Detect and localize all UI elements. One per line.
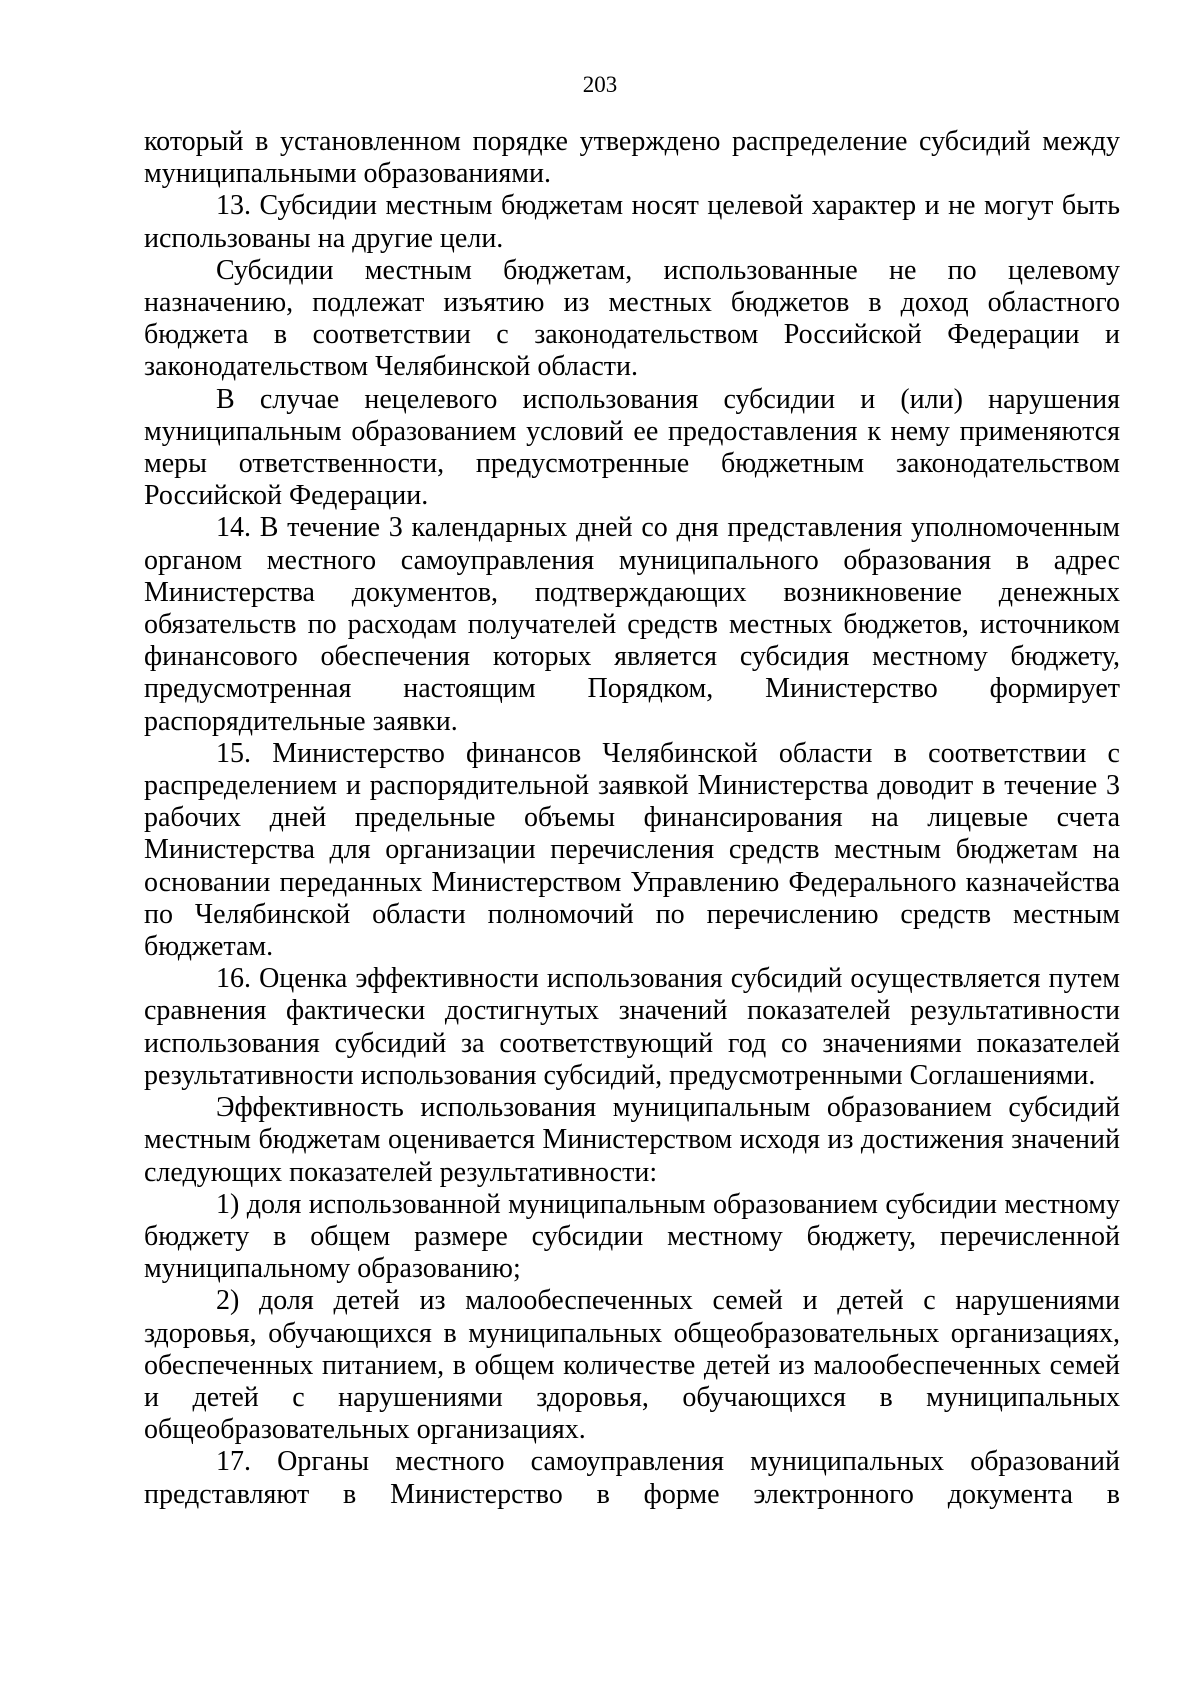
indicator-2: 2) доля детей из малообеспеченных семей и детей с нарушениями здоровья, обучающихся в муниципальных общеобразовательных организациях, обеспеченных питанием, в общем количестве детей из малообеспеченных семей и детей с нарушениями здоровья, обучающихся в муниципальных общеобразовательных организациях. bbox=[144, 1285, 1120, 1446]
paragraph-16-effectiveness: Эффективность использования муниципальным образованием субсидий местным бюджетам оценивается Министерством исходя из достижения значений следующих показателей результативности: bbox=[144, 1092, 1120, 1188]
document-body bbox=[144, 126, 1120, 1511]
paragraph-14: 14. В течение 3 календарных дней со дня представления уполномоченным органом местного самоуправления муниципального образования в адрес Министерства документов, подтверждающих возникновение денежных обязательств по расходам получателей средств местных бюджетов, источником финансового обеспечения которых является субсидия местному бюджету, предусмотренная настоящим Порядком, Министерство формирует распорядительные заявки. bbox=[144, 512, 1120, 737]
paragraph-13: 13. Субсидии местным бюджетам носят целевой характер и не могут быть использованы на другие цели. bbox=[144, 190, 1120, 254]
paragraph-13-misuse: Субсидии местным бюджетам, использованные не по целевому назначению, подлежат изъятию из местных бюджетов в доход областного бюджета в соответствии с законодательством Российской Федерации и законодательством Челябинской области. bbox=[144, 254, 1120, 383]
paragraph-17: 17. Органы местного самоуправления муниципальных образований представляют в Министерство в форме электронного документа в bbox=[144, 1446, 1120, 1510]
paragraph-continuation: который в установленном порядке утверждено распределение субсидий между муниципальными образованиями. bbox=[144, 126, 1120, 190]
paragraph-16: 16. Оценка эффективности использования субсидий осуществляется путем сравнения фактически достигнутых значений показателей результативности использования субсидий за соответствующий год со значениями показателей результативности использования субсидий, предусмотренными Соглашениями. bbox=[144, 963, 1120, 1091]
page-number: 203 bbox=[582, 72, 618, 97]
indicator-1: 1) доля использованной муниципальным образованием субсидии местному бюджету в общем размере субсидии местному бюджету, перечисленной муниципальному образованию; bbox=[144, 1188, 1120, 1285]
paragraph-15: 15. Министерство финансов Челябинской области в соответствии с распределением и распорядительной заявкой Министерства доводит в течение 3 рабочих дней предельные объемы финансирования на лицевые счета Министерства для организации перечисления средств местным бюджетам на основании переданных Министерством Управлению Федерального казначейства по Челябинской области полномочий по перечислению средств местным бюджетам. bbox=[144, 737, 1120, 963]
paragraph-13-liability: В случае нецелевого использования субсидии и (или) нарушения муниципальным образованием условий ее предоставления к нему применяются меры ответственности, предусмотренные бюджетным законодательством Российской Федерации. bbox=[144, 383, 1120, 512]
